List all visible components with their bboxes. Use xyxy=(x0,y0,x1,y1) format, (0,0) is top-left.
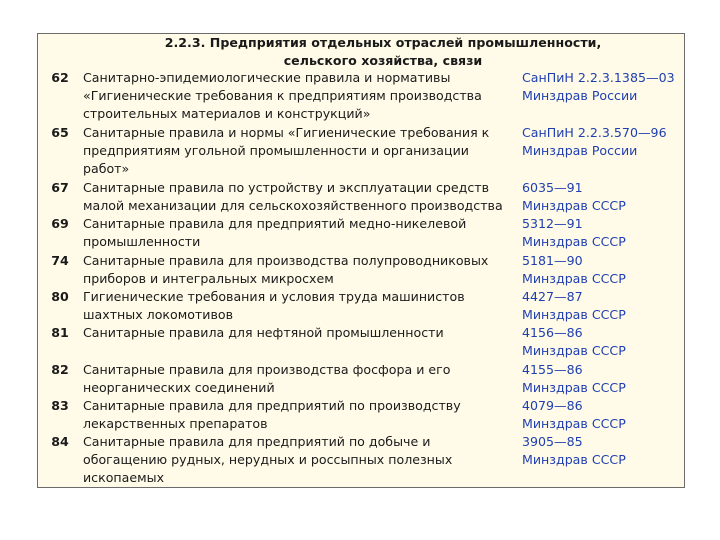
document-title xyxy=(83,179,518,215)
document-reference xyxy=(522,324,682,360)
document-title-line: Санитарные правила для предприятий по производству xyxy=(83,398,461,413)
row-number: 80 xyxy=(51,289,69,304)
document-code: 5312—91 xyxy=(522,216,583,231)
document-title-line: Санитарные правила для предприятий медно-никелевой xyxy=(83,216,467,231)
document-title xyxy=(83,124,518,179)
document-title xyxy=(83,433,518,488)
document-title-line: Гигиенические требования и условия труда машинистов xyxy=(83,289,465,304)
document-reference xyxy=(522,179,682,215)
document-title-line: малой механизации для сельскохозяйственного производства xyxy=(83,198,503,214)
document-reference xyxy=(522,69,682,105)
document-title-line: Санитарные правила и нормы «Гигиенические требования к xyxy=(83,125,490,140)
document-title-line: «Гигиенические требования к предприятиям производства xyxy=(83,88,482,104)
document-title-line: строительных материалов и конструкций» xyxy=(83,106,371,122)
document-title-line: работ» xyxy=(83,161,130,177)
document-title xyxy=(83,397,518,433)
document-title-line: Санитарные правила для производства полупроводниковых xyxy=(83,253,489,268)
issuing-authority: Минздрав СССР xyxy=(522,343,626,359)
document-title-line: приборов и интегральных микросхем xyxy=(83,271,334,287)
issuing-authority: Минздрав СССР xyxy=(522,380,626,396)
document-title-line: предприятиям угольной промышленности и организации xyxy=(83,143,469,159)
document-title-line: промышленности xyxy=(83,234,201,250)
document-title-line: обогащению рудных, нерудных и россыпных полезных xyxy=(83,452,453,468)
document-code: 3905—85 xyxy=(522,434,583,449)
row-number: 84 xyxy=(51,434,69,449)
document-reference xyxy=(522,124,682,160)
document-code: 4155—86 xyxy=(522,362,583,377)
document-table xyxy=(37,33,685,488)
document-code: 6035—91 xyxy=(522,180,583,195)
row-number: 83 xyxy=(51,398,69,413)
issuing-authority: Минздрав России xyxy=(522,143,638,159)
document-code: СанПиН 2.2.3.1385—03 xyxy=(522,70,675,85)
document-title-line: Санитарные правила для производства фосфора и его xyxy=(83,362,451,377)
document-title xyxy=(83,252,518,288)
row-number: 81 xyxy=(51,325,69,340)
document-reference xyxy=(522,433,682,469)
issuing-authority: Минздрав России xyxy=(522,88,638,104)
document-reference xyxy=(522,288,682,324)
document-reference xyxy=(522,397,682,433)
document-code: 5181—90 xyxy=(522,253,583,268)
row-number: 82 xyxy=(51,362,69,377)
issuing-authority: Минздрав СССР xyxy=(522,234,626,250)
document-code: 4079—86 xyxy=(522,398,583,413)
document-title-line: Санитарные правила по устройству и эксплуатации средств xyxy=(83,180,490,195)
document-title-line: шахтных локомотивов xyxy=(83,307,234,323)
row-number: 62 xyxy=(51,70,69,85)
issuing-authority: Минздрав СССР xyxy=(522,198,626,214)
document-title xyxy=(83,69,518,124)
document-title-line: лекарственных препаратов xyxy=(83,416,268,432)
document-title xyxy=(83,324,518,342)
row-number: 67 xyxy=(51,180,69,195)
document-title-line: неорганических соединений xyxy=(83,380,275,396)
document-title xyxy=(83,215,518,251)
row-number: 65 xyxy=(51,125,69,140)
issuing-authority: Минздрав СССР xyxy=(522,452,626,468)
row-number: 74 xyxy=(51,253,69,268)
document-code: 4427—87 xyxy=(522,289,583,304)
document-title-line: Санитарные правила для предприятий по добыче и xyxy=(83,434,431,449)
document-reference xyxy=(522,361,682,397)
section-heading xyxy=(82,34,684,70)
document-title-line: Санитарно-эпидемиологические правила и нормативы xyxy=(83,70,451,85)
document-title xyxy=(83,288,518,324)
document-code: СанПиН 2.2.3.570—96 xyxy=(522,125,667,140)
document-code: 4156—86 xyxy=(522,325,583,340)
document-title-line: ископаемых xyxy=(83,470,165,486)
section-heading-line-1: 2.2.3. Предприятия отдельных отраслей промышленности, xyxy=(164,35,602,50)
document-title xyxy=(83,361,518,397)
document-title-line: Санитарные правила для нефтяной промышленности xyxy=(83,325,444,340)
issuing-authority: Минздрав СССР xyxy=(522,271,626,287)
row-number: 69 xyxy=(51,216,69,231)
document-reference xyxy=(522,215,682,251)
issuing-authority: Минздрав СССР xyxy=(522,416,626,432)
document-reference xyxy=(522,252,682,288)
issuing-authority: Минздрав СССР xyxy=(522,307,626,323)
section-heading-line-2: сельского хозяйства, связи xyxy=(283,53,483,68)
